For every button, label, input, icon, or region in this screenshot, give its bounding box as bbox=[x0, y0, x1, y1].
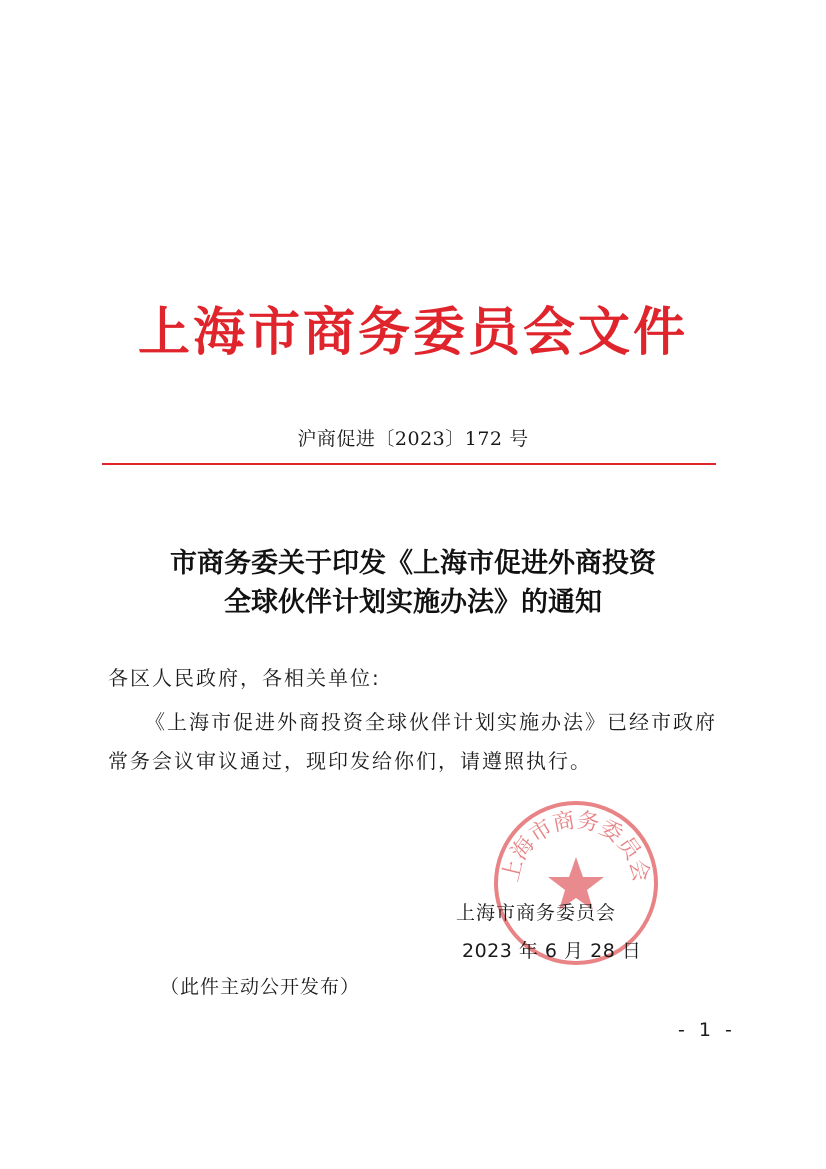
document-number: 沪商促进〔2023〕172 号 bbox=[297, 428, 529, 450]
notice-title-line-2: 全球伙伴计划实施办法》的通知 bbox=[224, 587, 602, 618]
body-paragraph-line-1: 《上海市促进外商投资全球伙伴计划实施办法》已经市政府 bbox=[145, 710, 717, 734]
publication-note: （此件主动公开发布） bbox=[160, 976, 361, 998]
masthead-title: 上海市商务委员会文件 bbox=[137, 302, 688, 363]
body-paragraph-line-2: 常务会议审议通过，现印发给你们，请遵照执行。 bbox=[108, 749, 592, 773]
seal-text: 上海市商务委员会 bbox=[498, 808, 654, 885]
page-number: - 1 - bbox=[678, 1019, 736, 1041]
issue-date: 2023 年 6 月 28 日 bbox=[462, 940, 642, 962]
issuer-name: 上海市商务委员会 bbox=[456, 902, 617, 924]
notice-title-line-1: 市商务委关于印发《上海市促进外商投资 bbox=[170, 548, 656, 579]
red-divider-line bbox=[102, 463, 716, 465]
salutation: 各区人民政府，各相关单位: bbox=[108, 666, 381, 690]
